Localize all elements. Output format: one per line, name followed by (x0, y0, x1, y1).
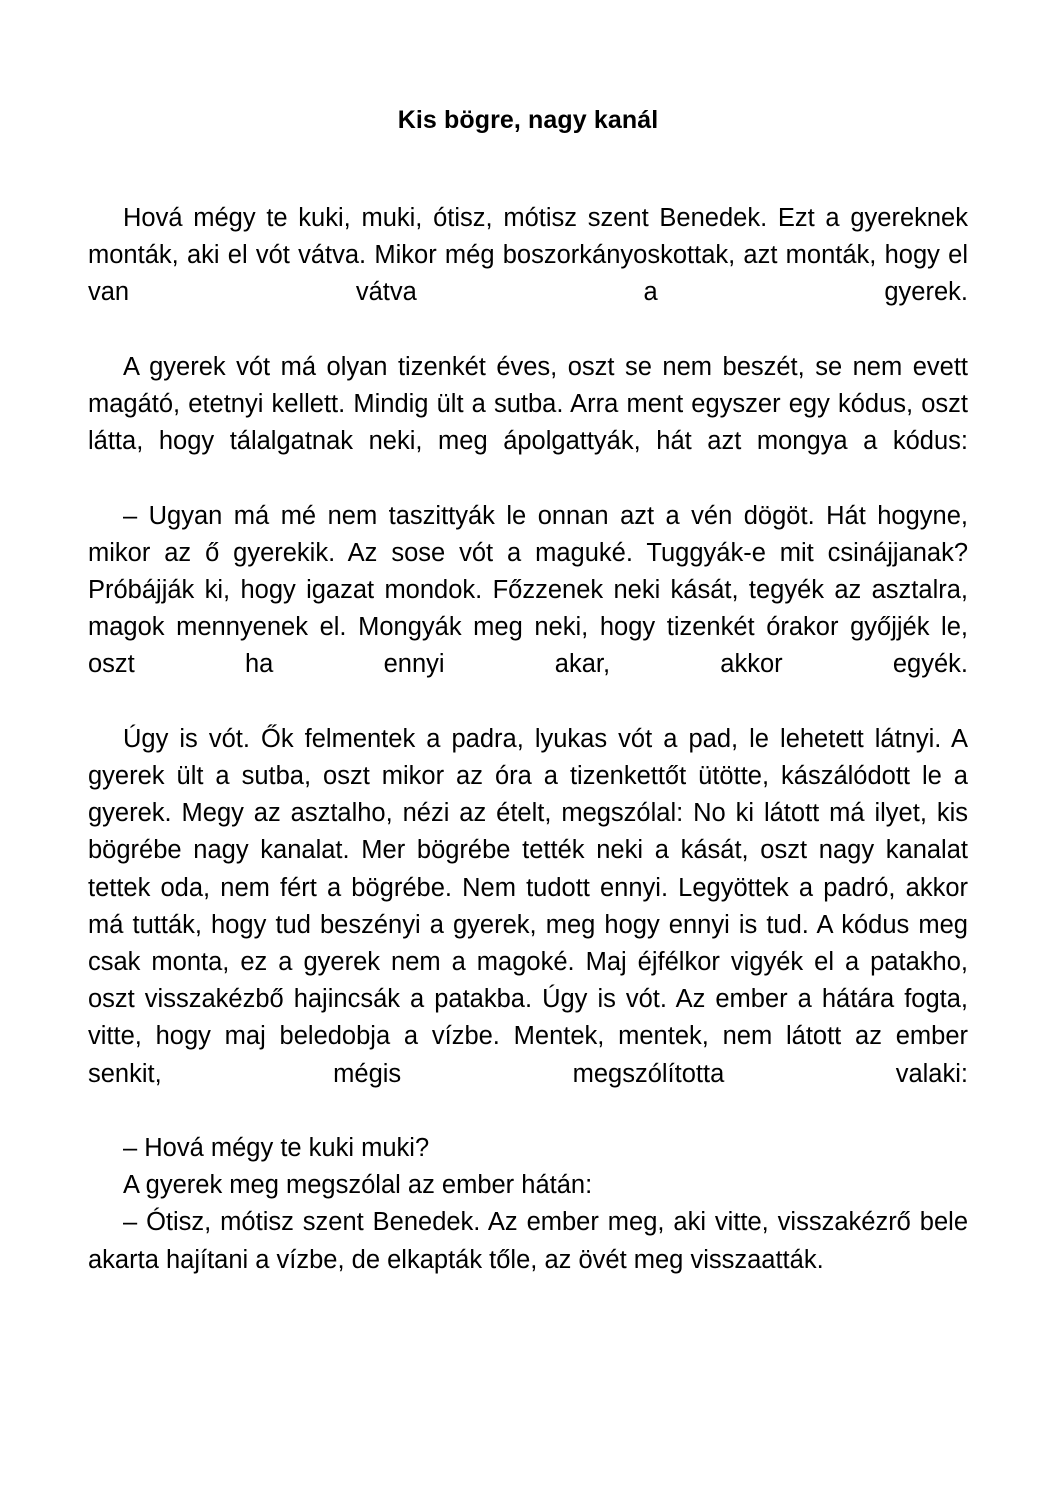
paragraph: Hová mégy te kuki, muki, ótisz, mótisz szent Benedek. Ezt a gyereknek monták, aki el vót vátva. Mikor még boszorkányoskottak, azt monták, hogy el van vátva a gyerek. (88, 204, 968, 307)
page-title: Kis bögre, nagy kanál (397, 105, 659, 134)
paragraph: A gyerek meg megszólal az ember hátán: (123, 1171, 593, 1200)
paragraph-dialogue: – Hová mégy te kuki muki? (123, 1134, 430, 1163)
paragraph: A gyerek vót má olyan tizenkét éves, oszt se nem beszét, se nem evett magátó, etetnyi kellett. Mindig ült a sutba. Arra ment egyszer egy kódus, oszt látta, hogy tálalgatnak neki, meg ápolgattyák, hát azt mongya a kódus: (88, 352, 968, 456)
paragraph-dialogue: – Ótisz, mótisz szent Benedek. Az ember meg, aki vitte, visszakézrő bele akarta hajítani a vízbe, de elkapták tőle, az övét meg visszaatták. (88, 1208, 968, 1274)
paragraph: Úgy is vót. Ők felmentek a padra, lyukas vót a pad, le lehetett látnyi. A gyerek ült a sutba, oszt mikor az óra a tizenkettőt ütötte, kászálódott le a gyerek. Megy az asztalho, nézi az ételt, megszólal: No ki látott má ilyet, kis bögrébe nagy kanalat. Mer bögrébe tették neki a kását, oszt nagy kanalat tettek oda, nem fért a bögrébe. Nem tudott ennyi. Legyöttek a padró, akkor má tutták, hogy tud beszényi a gyerek, meg hogy ennyi is tud. A kódus meg csak monta, ez a gyerek nem a magoké. Maj éjfélkor vigyék el a patakho, oszt visszakézbő hajincsák a patakba. Úgy is vót. Az ember a hátára fogta, vitte, hogy maj beledobja a vízbe. Mentek, mentek, nem látott az ember senkit, mégis megszólította valaki: (88, 724, 968, 1088)
paragraph-dialogue: – Ugyan má mé nem taszittyák le onnan azt a vén dögöt. Hát hogyne, mikor az ő gyerekik. Az sose vót a maguké. Tuggyák-e mit csinájjanak? Próbájják ki, hogy igazat mondok. Főzzenek neki kását, tegyék az asztalra, magok mennyenek el. Mongyák meg neki, hogy tizenkét órakor győjjék le, oszt ha ennyi akar, akkor egyék. (88, 501, 968, 679)
document-body (88, 200, 968, 1279)
